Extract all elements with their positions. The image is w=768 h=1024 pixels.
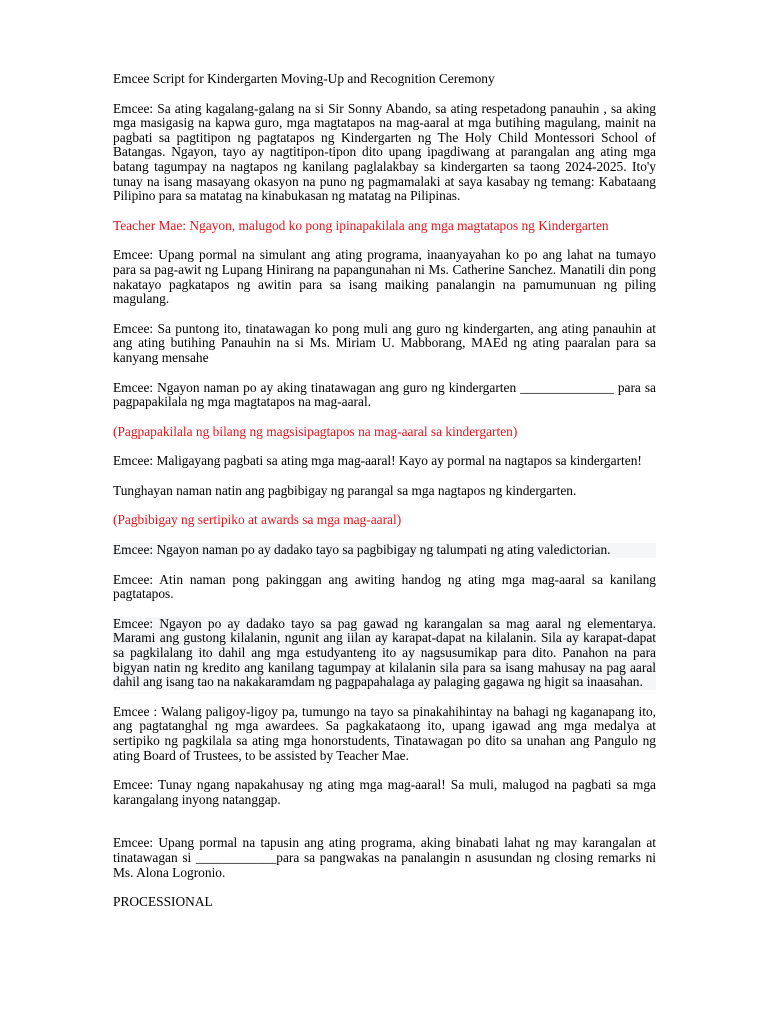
- paragraph-national-anthem: Emcee: Upang pormal na simulant ang ating programa, inaanyayahan ko po ang lahat na tumayo para sa pag-awit ng Lupang Hinirang na papangunahan ni Ms. Catherine Sanchez. Manatili din pong nakatayo pagkatapos ng awitin para sa isang maiking panalangin na pamumunuan ng piling magulang.: [113, 247, 656, 307]
- paragraph-valedictorian: Emcee: Ngayon naman po ay dadako tayo sa pagbibigay ng talumpati ng ating valedictorian.: [113, 543, 656, 558]
- paragraph-welcome: Emcee: Sa ating kagalang-galang na si Sir Sonny Abando, sa ating respetadong panauhin , sa aking mga masigasig na kapwa guro, mga magtatapos na mag-aaral at mga butihing magulang, mainit na pagbati sa pagtitipon ng pagtatapos ng Kindergarten ng The Holy Child Montessori School of Batangas. Ngayon, tayo ay nagtitipon-tipon dito upang ipagdiwang at parangalan ang ating mga batang tagumpay na nagtapos ng kanilang paglalakbay sa kindergarten sa taong 2024-2025. Ito'y tunay na isang masayang okasyon na puno ng pagmamalaki at saya kasabay ng temang: Kabataang Pilipino para sa matatag na kinabukasan ng matatag na Pilipinas.: [113, 100, 656, 204]
- paragraph-song-offering: Emcee: Atin naman pong pakinggan ang awiting handog ng ating mga mag-aaral sa kanilang pagtatapos.: [113, 571, 656, 602]
- processional-heading: PROCESSIONAL: [113, 894, 213, 910]
- document-body: [113, 72, 656, 910]
- stage-direction-certificates: (Pagbibigay ng sertipiko at awards sa mga mag-aaral): [113, 512, 402, 528]
- paragraph-awards-intro: Tunghayan naman natin ang pagbibigay ng parangal sa mga nagtapos ng kindergarten.: [113, 482, 577, 498]
- document-title: Emcee Script for Kindergarten Moving-Up and Recognition Ceremony: [113, 71, 495, 86]
- stage-direction-introduction: (Pagpapakilala ng bilang ng magsisipagtapos na mag-aaral sa kindergarten): [113, 423, 518, 439]
- paragraph-teacher-call: Emcee: Ngayon naman po ay aking tinatawagan ang guro ng kindergarten ______________ para sa pagpapakilala ng mga magtatapos na mag-aaral.: [113, 379, 656, 410]
- paragraph-final-congratulations: Emcee: Tunay ngang napakahusay ng ating mga mag-aaral! Sa muli, malugod na pagbati sa mga karangalang inyong natanggap.: [113, 777, 656, 807]
- paragraph-elementary-honors: Emcee: Ngayon po ay dadako tayo sa pag gawad ng karangalan sa mag aaral ng elementarya. Marami ang gustong kilalanin, ngunit ang iilan ay karapat-dapat na kilalanin. Sila ay karapat-dapat sa pagkilalang ito dahil ang mga estudyanteng ito ay nagsusumikap para dito. Panahon na para bigyan natin ng kredito ang kanilang tagumpay at kilalanin sila para sa isang mahusay na pag aaral dahil ang isang tao na nakakaramdam ng pagpapahalaga ay palaging gagawa ng higit sa inaasahan.: [113, 615, 656, 690]
- paragraph-closing: Emcee: Upang pormal na tapusin ang ating programa, aking binabati lahat ng may karangalan at tinatawagan si ____________para sa pangwakas na panalangin n asusundan ng closing remarks ni Ms. Alona Logronio.: [113, 835, 656, 880]
- paragraph-congratulations: Emcee: Maligayang pagbati sa ating mga mag-aaral! Kayo ay pormal na nagtapos sa kindergarten!: [113, 453, 642, 469]
- paragraph-teacher-introduction: Teacher Mae: Ngayon, malugod ko pong ipinapakilala ang mga magtatapos ng Kindergarten: [113, 217, 609, 233]
- paragraph-guest-message: Emcee: Sa puntong ito, tinatawagan ko pong muli ang guro ng kindergarten, ang ating panauhin at ang ating butihing Panauhin na si Ms. Miriam U. Mabborang, MAEd ng ating paaralan para sa kanyang mensahe: [113, 320, 656, 365]
- paragraph-awardees: Emcee : Walang paligoy-ligoy pa, tumungo na tayo sa pinakahihintay na bahagi ng kaganapang ito, ang pagtatanghal ng mga awardees. Sa pagkakataong ito, upang igawad ang mga medalya at sertipiko ng pagkilala sa ating mga honorstudents, Tinatawagan po dito sa unahan ang Pangulo ng ating Board of Trustees, to be assisted by Teacher Mae.: [113, 703, 656, 763]
